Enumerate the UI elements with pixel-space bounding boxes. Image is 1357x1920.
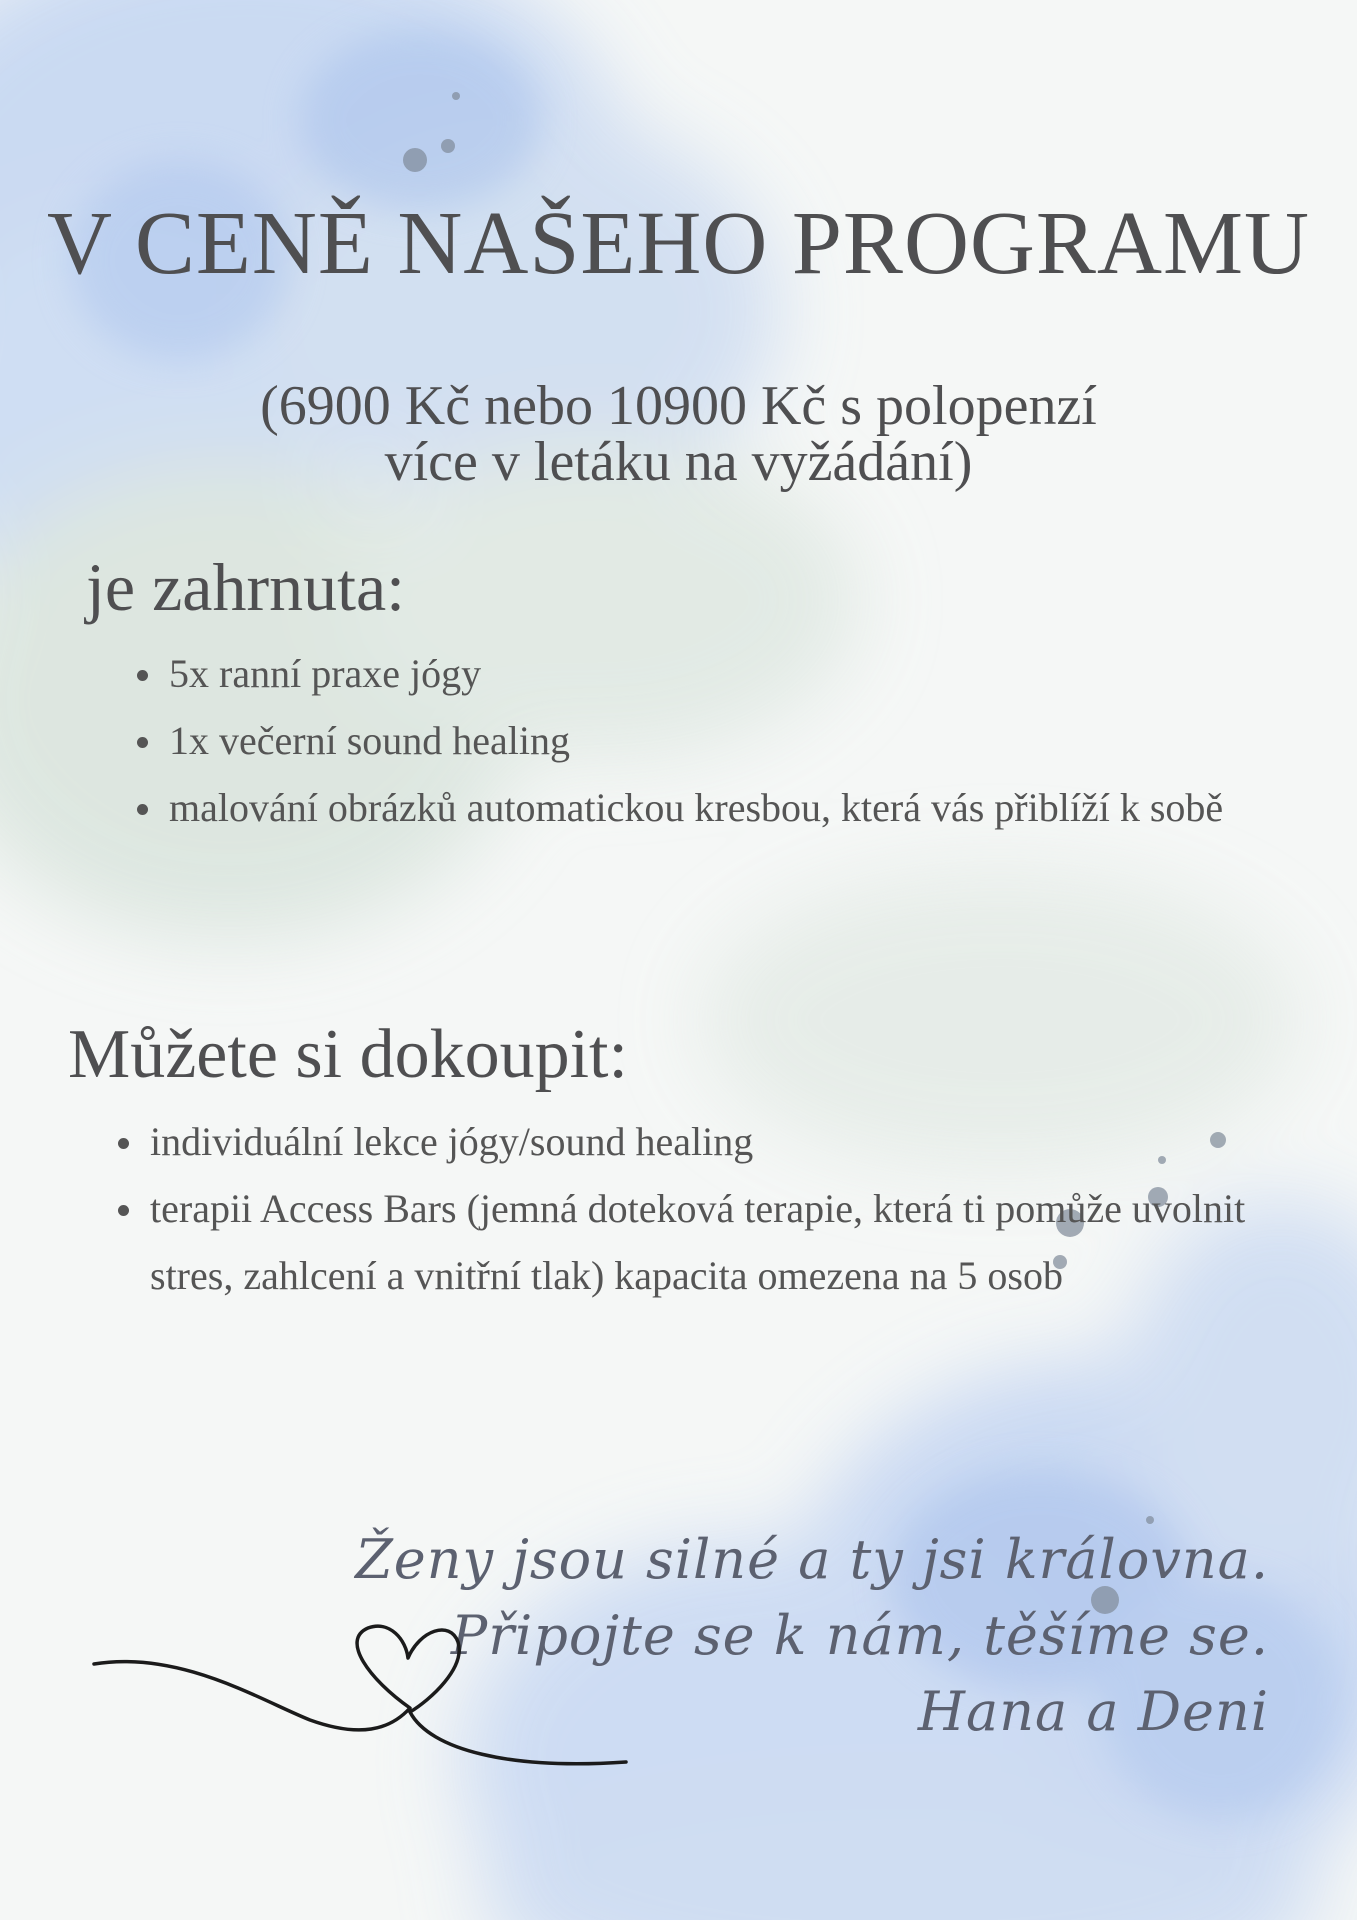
list-item: 1x večerní sound healing [169,707,1279,774]
list-item: terapii Access Bars (jemná doteková terapie, která ti pomůže uvolnit stres, zahlcení a vnitřní tlak) kapacita omezena na 5 osob [150,1175,1280,1309]
heart-line-icon [90,1620,630,1780]
included-list [169,640,1279,841]
price-note [0,375,1357,493]
list-item: malování obrázků automatickou kresbou, která vás přiblíží k sobě [169,774,1279,841]
list-item: individuální lekce jógy/sound healing [150,1108,1280,1175]
extras-heading: Můžete si dokoupit: [68,1016,628,1093]
price-line-1: (6900 Kč nebo 10900 Kč s polopenzí [260,375,1097,437]
included-heading: je zahrnuta: [86,549,406,625]
list-item: 5x ranní praxe jógy [169,640,1279,707]
quote-line-1: Ženy jsou silné a ty jsi královna. [355,1528,1269,1591]
price-line-2: více v letáku na vyžádání) [384,431,973,493]
extras-list [150,1108,1280,1309]
signature: Hana a Deni [917,1680,1269,1743]
page-title: V CENĚ NAŠEHO PROGRAMU [47,194,1310,293]
quote-line-2: Připojte se k nám, těšíme se. [450,1604,1269,1667]
